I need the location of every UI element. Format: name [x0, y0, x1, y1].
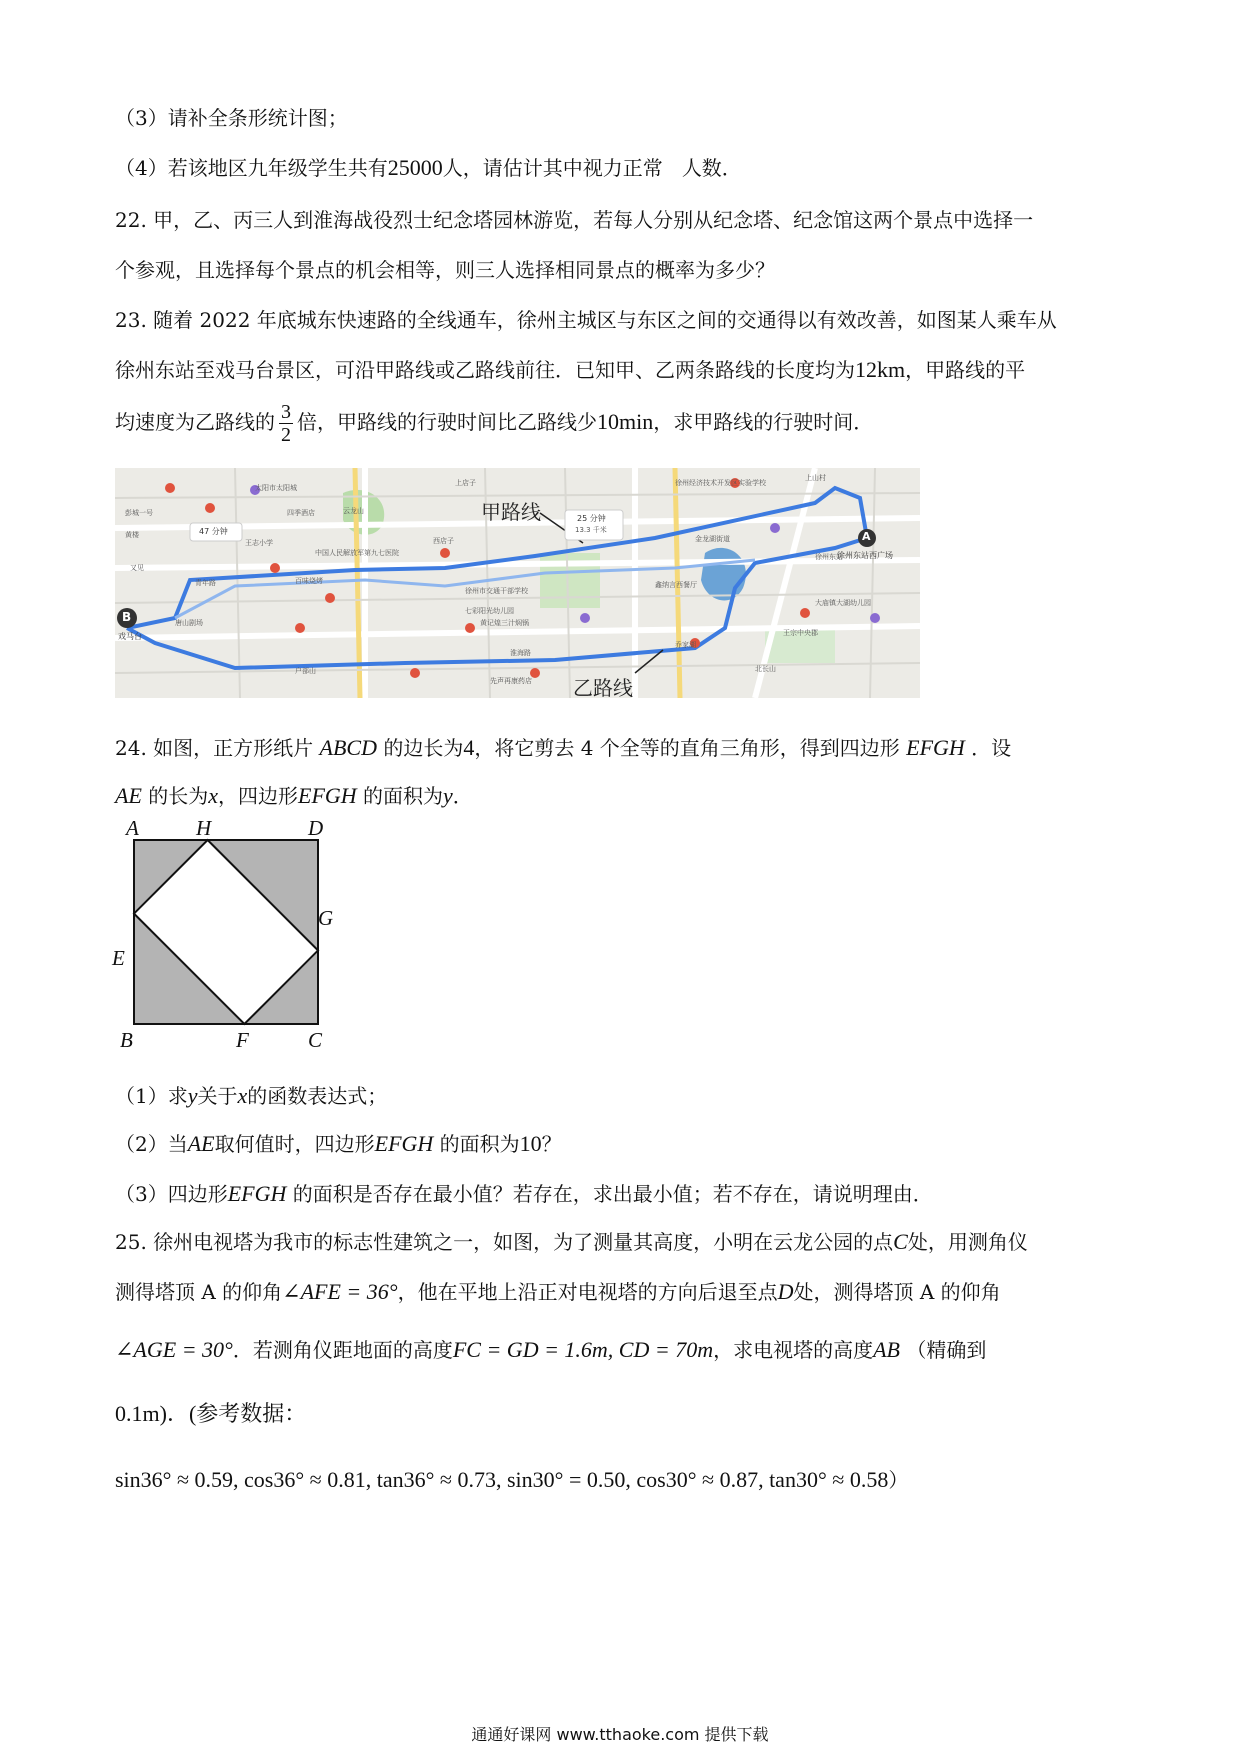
q24-part2-text-c: 的面积为	[439, 1132, 520, 1156]
route-a-label: 甲路线	[481, 500, 541, 524]
q25-line2-text-c: 处，测得塔顶 A 的仰角	[793, 1280, 1001, 1304]
q24-var-x: x	[208, 783, 219, 808]
label-e: E	[112, 946, 125, 970]
q24-line2-text-d: ．	[452, 784, 473, 808]
q24-var-y: y	[443, 783, 453, 808]
q21-part4	[115, 154, 742, 182]
q23-line2	[115, 356, 1025, 384]
map-place-label: 西店子	[433, 537, 454, 545]
q24-ae: AE	[115, 783, 142, 808]
q25-line1-text-b: 处，用测角仪	[907, 1230, 1028, 1254]
q25-point-d: D	[777, 1279, 794, 1304]
q24-part3-text-b: 的面积是否存在最小值？若存在，求出最小值；若不存在，请说明理由．	[292, 1182, 933, 1206]
q21-part4-text-c: 人数．	[681, 156, 742, 180]
q24-part1-text-c: 的函数表达式；	[247, 1084, 388, 1108]
label-h: H	[196, 816, 212, 840]
route-map	[115, 468, 920, 698]
q24-line1-text-c: ，将它剪去 4 个全等的直角三角形，得到四边形	[474, 736, 900, 760]
q23-line1: 23. 随着 2022 年底城东快速路的全线通车，徐州主城区与东区之间的交通得以有效改善，如图某人乘车从	[115, 308, 1057, 332]
route-info-alt-time: 47 分钟	[199, 527, 228, 536]
q23-time: 10min	[597, 409, 654, 434]
square-figure	[112, 816, 352, 1067]
map-place-label: 先声再康药店	[490, 677, 532, 685]
end-name: 戏马台	[118, 632, 142, 641]
q24-quad-name: EFGH	[906, 735, 965, 760]
q24-line1	[115, 730, 1011, 766]
q24-line2-text-c: 的面积为	[363, 784, 444, 808]
q25-ab: AB	[873, 1337, 900, 1362]
q21-part4-text-b: 人，请估计其中视力正常	[442, 156, 663, 180]
q24-part2-text-b: 取何值时，四边形	[214, 1132, 375, 1156]
q21-part3: （3）请补全条形统计图；	[115, 106, 348, 130]
start-marker: A	[862, 530, 871, 543]
q21-part4-text: （4）若该地区九年级学生共有	[115, 156, 388, 180]
q25-line4	[115, 1400, 306, 1428]
map-place-label: 户部山	[295, 667, 316, 675]
q24-line2	[115, 778, 473, 814]
q25-angle-afe: ∠AFE = 36°	[282, 1279, 398, 1304]
map-place-label: 徐州经济技术开发区实验学校	[675, 479, 766, 487]
map-place-label: 王宗中央郡	[783, 629, 818, 637]
q25-point-c: C	[893, 1229, 908, 1254]
q23-line3-text-c: ，求甲路线的行驶时间．	[653, 410, 874, 434]
label-a: A	[126, 816, 139, 840]
label-c: C	[308, 1028, 323, 1052]
q24-line2-text-b: ，四边形	[218, 784, 299, 808]
end-marker: B	[122, 610, 132, 624]
map-place-label: 彭城一号	[125, 509, 153, 517]
map-place-label: 黄记煌三汁焖锅	[480, 619, 529, 627]
start-name: 徐州东站西广场	[837, 551, 893, 560]
label-g: G	[318, 906, 334, 930]
map-place-label: 唐山剧场	[175, 619, 203, 627]
q24-part2	[115, 1130, 562, 1158]
q25-line1	[115, 1228, 1028, 1256]
map-place-label: 上山村	[805, 474, 826, 482]
q24-part2-text: （2）当	[115, 1132, 188, 1156]
q24-part1-text-b: 关于	[197, 1084, 238, 1108]
map-place-label: 黄楼	[125, 531, 139, 539]
q23-line3-text-b: 倍，甲路线的行驶时间比乙路线少	[297, 410, 597, 434]
q24-part1-text: （1）求	[115, 1084, 188, 1108]
q21-part4-number: 25000	[387, 155, 443, 180]
q24-part2-text-d: ？	[541, 1132, 562, 1156]
q24-quad-name-2: EFGH	[298, 783, 357, 808]
map-place-label: 鑫纳言西餐厅	[655, 581, 697, 589]
route-b-label: 乙路线	[573, 676, 633, 698]
map-place-label: 王志小学	[245, 539, 273, 547]
q24-square-name: ABCD	[319, 735, 377, 760]
q24-part3-text: （3）四边形	[115, 1182, 228, 1206]
q25-line4-text: 0.1m)．(参考数据：	[115, 1401, 307, 1426]
map-place-label: 金龙湖街道	[695, 535, 730, 543]
q25-angle-age: ∠AGE = 30°	[115, 1337, 233, 1362]
label-d: D	[308, 816, 324, 840]
q24-part2-efgh: EFGH	[374, 1131, 434, 1156]
q25-line1-text: 25. 徐州电视塔为我市的标志性建筑之一，如图，为了测量其高度，小明在云龙公园的点	[115, 1230, 894, 1254]
q24-part1	[115, 1082, 387, 1110]
route-info-distance: 13.3 千米	[575, 526, 607, 534]
q24-part2-value: 10	[519, 1131, 542, 1156]
q25-heights: FC = GD = 1.6m, CD = 70m	[452, 1337, 714, 1362]
q24-line1-text-b: 的边长为	[383, 736, 464, 760]
q22-line1: 22. 甲，乙、丙三人到淮海战役烈士纪念塔园林游览，若每人分别从纪念塔、纪念馆这两个景点中选择一	[115, 208, 1034, 232]
q23-distance: 12km	[855, 357, 906, 382]
q25-line3	[115, 1336, 986, 1364]
q24-line1-text: 24. 如图，正方形纸片	[115, 736, 314, 760]
map-place-label: 青年路	[195, 579, 216, 587]
q24-part1-x: x	[237, 1083, 248, 1108]
map-place-label: 上店子	[455, 479, 476, 487]
q25-line2-text: 测得塔顶 A 的仰角	[115, 1280, 283, 1304]
q25-line3-text-b: ，求电视塔的高度	[713, 1338, 874, 1362]
q24-side-length: 4	[463, 735, 475, 760]
fraction-denominator: 2	[281, 424, 291, 446]
map-place-label: 云龙山	[343, 507, 364, 515]
map-place-label: 太阳市太阳城	[255, 484, 297, 492]
q25-line2-text-b: ，他在平地上沿正对电视塔的方向后退至点	[397, 1280, 778, 1304]
q24-line1-text-d: ．设	[971, 736, 1012, 760]
q24-part3-efgh: EFGH	[227, 1181, 287, 1206]
map-place-label: 七彩阳光幼儿园	[465, 607, 514, 615]
square-figure-svg	[112, 822, 352, 1062]
map-place-label: 淮海路	[510, 649, 531, 657]
q24-line2-text: 的长为	[148, 784, 209, 808]
q24-part3	[115, 1180, 933, 1208]
map-place-label: 乔家湖	[675, 641, 696, 649]
fraction-numerator: 3	[281, 401, 291, 423]
q25-line3-text-c: （精确到	[906, 1338, 987, 1362]
map-place-label: 徐州东站	[815, 553, 843, 561]
q25-line5-end: ）	[888, 1468, 909, 1492]
q25-line3-text: ．若测角仪距地面的高度	[232, 1338, 453, 1362]
map-place-label: 北长山	[755, 665, 776, 673]
map-place-label: 又见	[130, 564, 144, 572]
label-f: F	[236, 1028, 249, 1052]
q24-part2-ae: AE	[187, 1131, 215, 1156]
q23-line2-text-b: ，甲路线的平	[905, 358, 1026, 382]
q23-line3	[115, 398, 873, 446]
q23-line3-text: 均速度为乙路线的	[115, 410, 275, 434]
page-footer: 通通好课网 www.tthaoke.com 提供下载	[471, 1725, 769, 1744]
route-info-time: 25 分钟	[577, 514, 606, 523]
q24-part1-y: y	[187, 1083, 198, 1108]
map-place-label: 四季酒店	[287, 509, 315, 517]
q25-line5	[115, 1466, 908, 1494]
label-b: B	[120, 1028, 133, 1052]
q23-fraction	[279, 401, 293, 446]
map-place-label: 百味烧烤	[295, 577, 323, 585]
map-place-label: 大庙镇大湖幼儿园	[815, 599, 871, 607]
q22-line2: 个参观，且选择每个景点的机会相等，则三人选择相同景点的概率为多少？	[115, 258, 775, 282]
map-place-label: 中国人民解放军第九七医院	[315, 549, 399, 557]
map-place-label: 徐州市交通干部学校	[465, 587, 528, 595]
q23-line2-text: 徐州东站至戏马台景区，可沿甲路线或乙路线前往．已知甲、乙两条路线的长度均为	[115, 358, 855, 382]
q25-reference-data: sin36° ≈ 0.59, cos36° ≈ 0.81, tan36° ≈ 0.73, sin30° = 0.50, cos30° ≈ 0.87, tan30° ≈ 0.58	[115, 1467, 889, 1492]
q25-line2	[115, 1278, 1001, 1306]
